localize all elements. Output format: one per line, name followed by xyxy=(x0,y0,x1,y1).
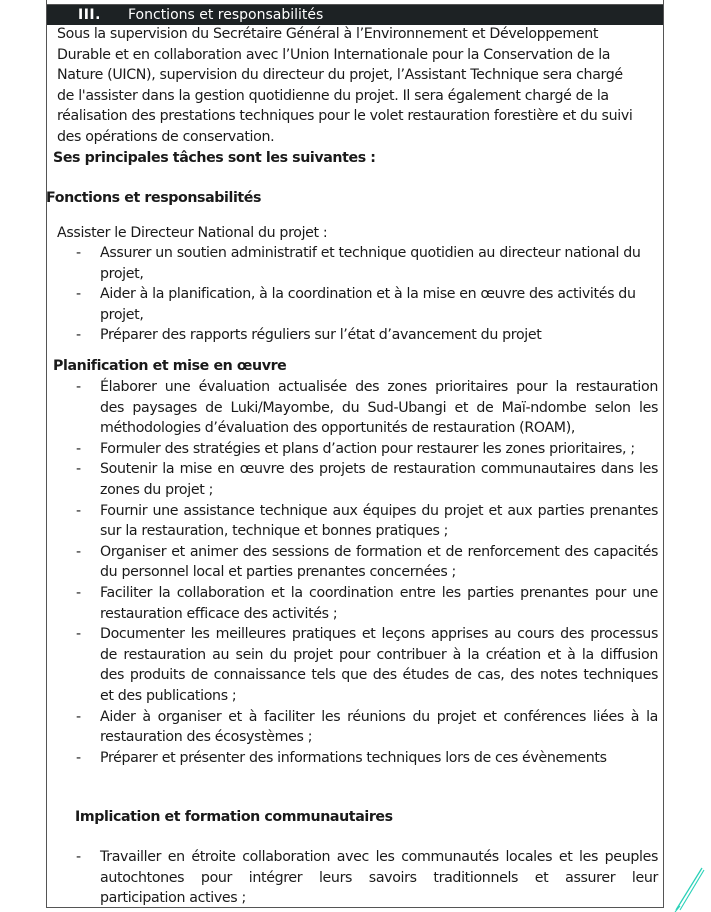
intro-line: réalisation des prestations techniques pour le volet restauration forestière et du suivi xyxy=(57,108,633,124)
dash-bullet-icon: - xyxy=(76,502,81,519)
section-title: Fonctions et responsabilités xyxy=(128,7,324,23)
list-item: - Élaborer une évaluation actualisée des zones prioritaires pour la restauration des paysages de Luki/Mayombe, du Sud-Ubangi et de Maï-ndombe selon les méthodologies d’évaluation des opportunités de restauration (ROAM), xyxy=(76,379,658,437)
list-item: - Fournir une assistance technique aux équipes du projet et aux parties prenantes sur la restauration, technique et bonnes pratiques ; xyxy=(76,502,658,540)
dash-bullet-icon: - xyxy=(76,461,81,478)
dash-bullet-icon: - xyxy=(76,286,81,303)
list-item: - Aider à la planification, à la coordination et à la mise en œuvre des activités du projet, xyxy=(76,286,636,323)
intro-line: Durable et en collaboration avec l’Union Internationale pour la Conservation de la xyxy=(57,46,611,63)
handwritten-check-mark-icon xyxy=(672,862,708,912)
community-heading: Implication et formation communautaires xyxy=(75,809,393,825)
dash-bullet-icon: - xyxy=(76,849,81,865)
list-item: - Préparer et présenter des informations techniques lors de ces évènements xyxy=(76,748,658,769)
functions-heading: Fonctions et responsabilités xyxy=(46,190,262,206)
intro-paragraph xyxy=(57,24,657,147)
list-item: - Organiser et animer des sessions de formation et de renforcement des capacités du personnel local et parties prenantes concernées ; xyxy=(76,543,658,581)
list-item: - Soutenir la mise en œuvre des projets de restauration communautaires dans les zones du projet ; xyxy=(76,461,658,498)
main-tasks-heading: Ses principales tâches sont les suivantes : xyxy=(53,150,376,166)
list-item: - Documenter les meilleures pratiques et leçons apprises au cours des processus de restauration au sein du projet pour contribuer à la création et à la diffusion des produits de connaissance tels que des études de cas, des notes techniques et des publications ; xyxy=(76,626,658,704)
list-item: - Travailler en étroite collaboration avec les communautés locales et les peuples autochtones pour intégrer leurs savoirs traditionnels et assurer leur participation actives ; xyxy=(76,849,658,907)
community-list xyxy=(76,847,658,909)
dash-bullet-icon: - xyxy=(76,708,81,725)
section-header xyxy=(47,5,663,25)
planning-heading: Planification et mise en œuvre xyxy=(53,358,287,374)
planning-list xyxy=(76,377,658,768)
list-item: - Préparer des rapports réguliers sur l’état d’avancement du projet xyxy=(76,325,658,346)
dash-bullet-icon: - xyxy=(76,543,81,560)
dash-bullet-icon: - xyxy=(76,584,81,601)
list-item: - Faciliter la collaboration et la coordination entre les parties prenantes pour une restauration efficace des activités ; xyxy=(76,584,658,622)
intro-line: de l'assister dans la gestion quotidienne du projet. Il sera également chargé de la xyxy=(57,87,609,104)
section-number: III. xyxy=(78,7,101,23)
dash-bullet-icon: - xyxy=(76,749,81,766)
list-item: - Assurer un soutien administratif et technique quotidien au directeur national du projet, xyxy=(76,245,641,282)
assist-list xyxy=(76,243,658,346)
dash-bullet-icon: - xyxy=(76,626,81,643)
list-item: - Aider à organiser et à faciliter les réunions du projet et conférences liées à la restauration des écosystèmes ; xyxy=(76,708,658,746)
intro-line: des opérations de conservation. xyxy=(57,128,275,145)
intro-line: Sous la supervision du Secrétaire Général à l’Environnement et Développement xyxy=(57,26,599,42)
dash-bullet-icon: - xyxy=(76,327,81,344)
dash-bullet-icon: - xyxy=(76,379,81,395)
intro-line: Nature (UICN), supervision du directeur du projet, l’Assistant Technique sera chargé xyxy=(57,67,623,83)
assist-intro: Assister le Directeur National du projet : xyxy=(57,225,328,241)
dash-bullet-icon: - xyxy=(76,440,81,457)
list-item: - Formuler des stratégies et plans d’action pour restaurer les zones prioritaires, ; xyxy=(76,439,658,460)
dash-bullet-icon: - xyxy=(76,245,81,261)
